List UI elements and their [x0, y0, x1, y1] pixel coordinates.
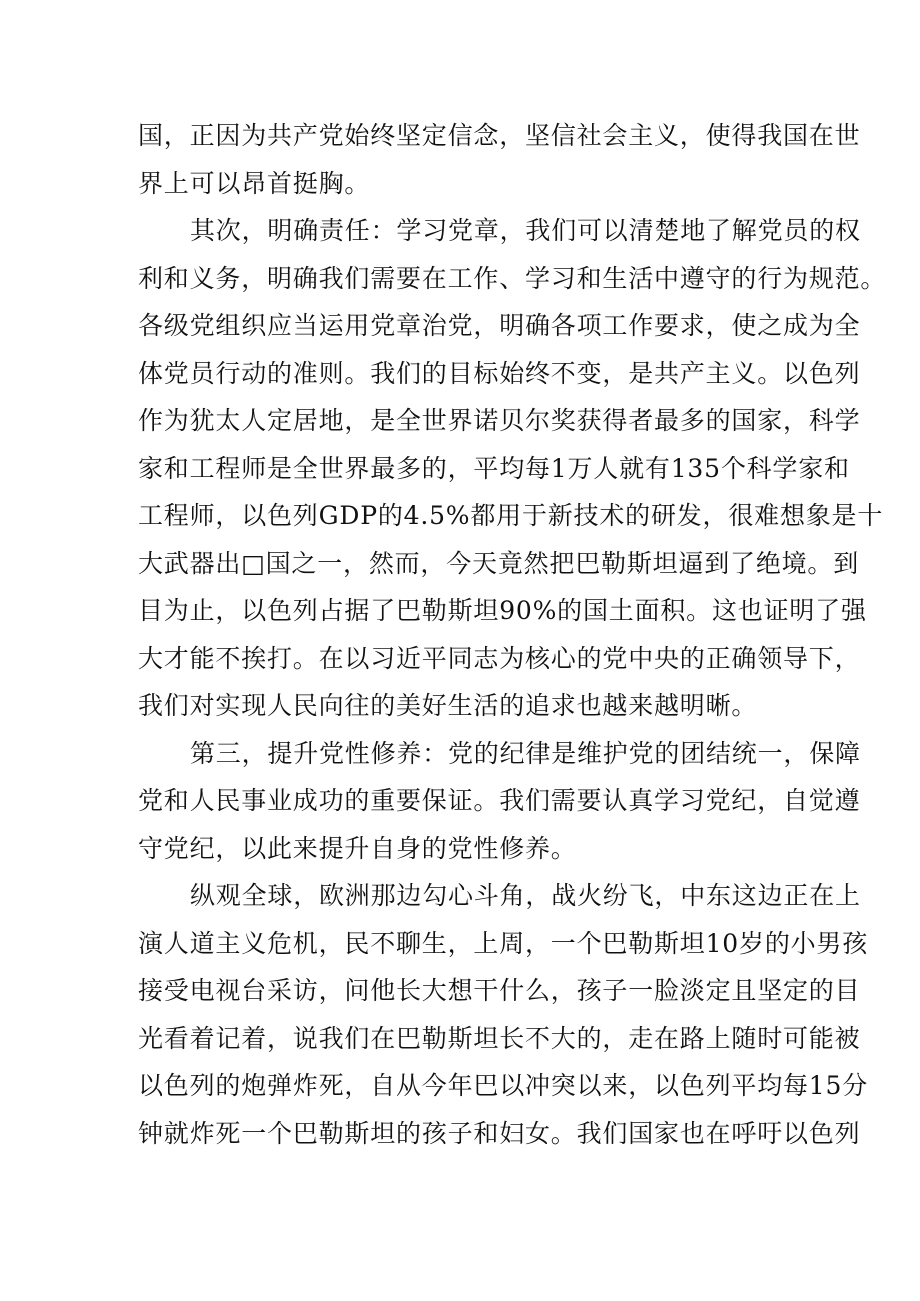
- text-line: 目为止，以色列占据了巴勒斯坦90%的国土面积。这也证明了强: [138, 596, 867, 625]
- text-line: 大才能不挨打。在以习近平同志为核心的党中央的正确领导下，: [138, 643, 861, 673]
- text-line: 各级党组织应当运用党章治党，明确各项工作要求，使之成为全: [138, 311, 861, 340]
- text-line: 第三，提升党性修养：党的纪律是维护党的团结统一，保障: [190, 738, 861, 768]
- text-line: 光看着记着，说我们在巴勒斯坦长不大的，走在路上随时可能被: [138, 1023, 861, 1053]
- document-body: [138, 112, 887, 1157]
- text-line: 家和工程师是全世界最多的，平均每1万人就有135个科学家和: [138, 453, 850, 483]
- text-line: 其次，明确责任：学习党章，我们可以清楚地了解党员的权: [190, 216, 861, 245]
- text-line: 国，正因为共产党始终坚定信念，坚信社会主义，使得我国在世: [138, 121, 861, 150]
- paragraph-party-cultivation: [138, 730, 861, 873]
- text-line: 利和义务，明确我们需要在工作、学习和生活中遵守的行为规范。: [138, 263, 887, 293]
- text-line: 党和人民事业成功的重要保证。我们需要认真学习党纪，自觉遵: [138, 786, 861, 815]
- text-line: 守党纪，以此来提升自身的党性修养。: [138, 833, 577, 863]
- text-line: 体党员行动的准则。我们的目标始终不变，是共产主义。以色列: [138, 358, 861, 388]
- text-line: 钟就炸死一个巴勒斯坦的孩子和妇女。我们国家也在呼吁以色列: [138, 1118, 861, 1148]
- text-line: 界上可以昂首挺胸。: [138, 168, 371, 198]
- text-line: 大武器出□国之一，然而，今天竟然把巴勒斯坦逼到了绝境。到: [138, 548, 860, 578]
- paragraph-global-view: [138, 872, 869, 1157]
- text-line: 作为犹太人定居地，是全世界诺贝尔奖获得者最多的国家，科学: [138, 406, 861, 435]
- text-line: 我们对实现人民向往的美好生活的追求也越来越明晰。: [138, 691, 758, 720]
- text-line: 接受电视台采访，问他长大想干什么，孩子一脸淡定且坚定的目: [138, 976, 861, 1005]
- text-line: 纵观全球，欧洲那边勾心斗角，战火纷飞，中东这边正在上: [190, 881, 861, 910]
- paragraph-continuation: [138, 112, 861, 207]
- text-line: 演人道主义危机，民不聊生，上周，一个巴勒斯坦10岁的小男孩: [138, 928, 869, 958]
- text-line: 以色列的炮弹炸死，自从今年巴以冲突以来，以色列平均每15分: [138, 1071, 869, 1100]
- paragraph-responsibility: [138, 207, 887, 730]
- text-line: 工程师，以色列GDP的4.5%都用于新技术的研发，很难想象是十: [138, 501, 884, 530]
